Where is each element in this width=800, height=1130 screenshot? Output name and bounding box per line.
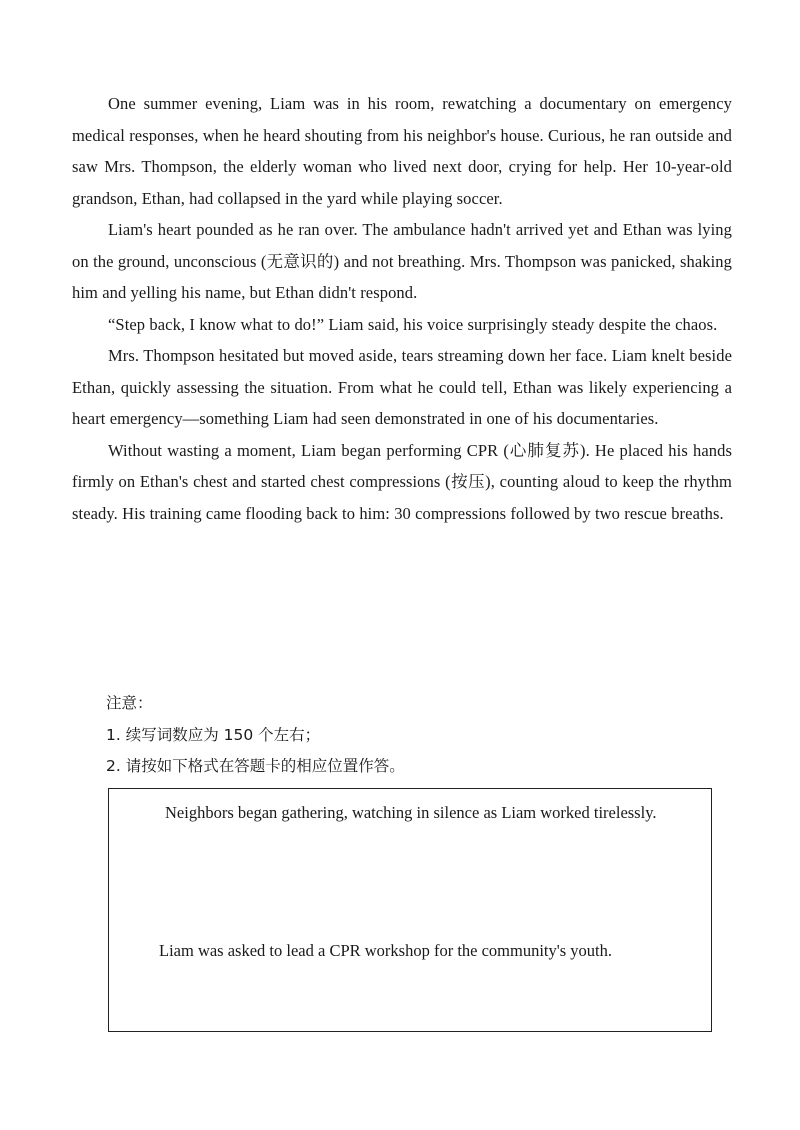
answer-format-box <box>108 788 712 1032</box>
story-paragraph-3: “Step back, I know what to do!” Liam said, his voice surprisingly steady despite the chaos. <box>108 314 718 334</box>
story-text <box>72 88 732 529</box>
instruction-word-count: 1. 续写词数应为 150 个左右； <box>106 725 321 744</box>
instructions-title: 注意： <box>106 694 153 712</box>
story-paragraph-2: Liam's heart pounded as he ran over. The ambulance hadn't arrived yet and Ethan was lying on the ground, unconscious (无意识的) and not breathing. Mrs. Thompson was panicked, shaking him and yelling his name, but Ethan didn't respond. <box>72 220 732 302</box>
continuation-opening-2: Liam was asked to lead a CPR workshop for the community's youth. <box>159 941 612 960</box>
story-paragraph-4: Mrs. Thompson hesitated but moved aside, tears streaming down her face. Liam knelt beside Ethan, quickly assessing the situation. From what he could tell, Ethan was likely experiencing a heart emergency—something Liam had seen demonstrated in one of his documentaries. <box>72 346 732 428</box>
instruction-answer-format: 2. 请按如下格式在答题卡的相应位置作答。 <box>106 757 405 775</box>
continuation-opening-1: Neighbors began gathering, watching in silence as Liam worked tirelessly. <box>165 803 657 822</box>
instructions <box>106 688 726 783</box>
story-paragraph-1: One summer evening, Liam was in his room, rewatching a documentary on emergency medical responses, when he heard shouting from his neighbor's house. Curious, he ran outside and saw Mrs. Thompson, the elderly woman who lived next door, crying for help. Her 10-year-old grandson, Ethan, had collapsed in the yard while playing soccer. <box>72 94 732 208</box>
story-paragraph-5: Without wasting a moment, Liam began performing CPR (心肺复苏). He placed his hands firmly on Ethan's chest and started chest compressions (按压), counting aloud to keep the rhythm steady. His training came flooding back to him: 30 compressions followed by two rescue breaths. <box>72 440 732 523</box>
